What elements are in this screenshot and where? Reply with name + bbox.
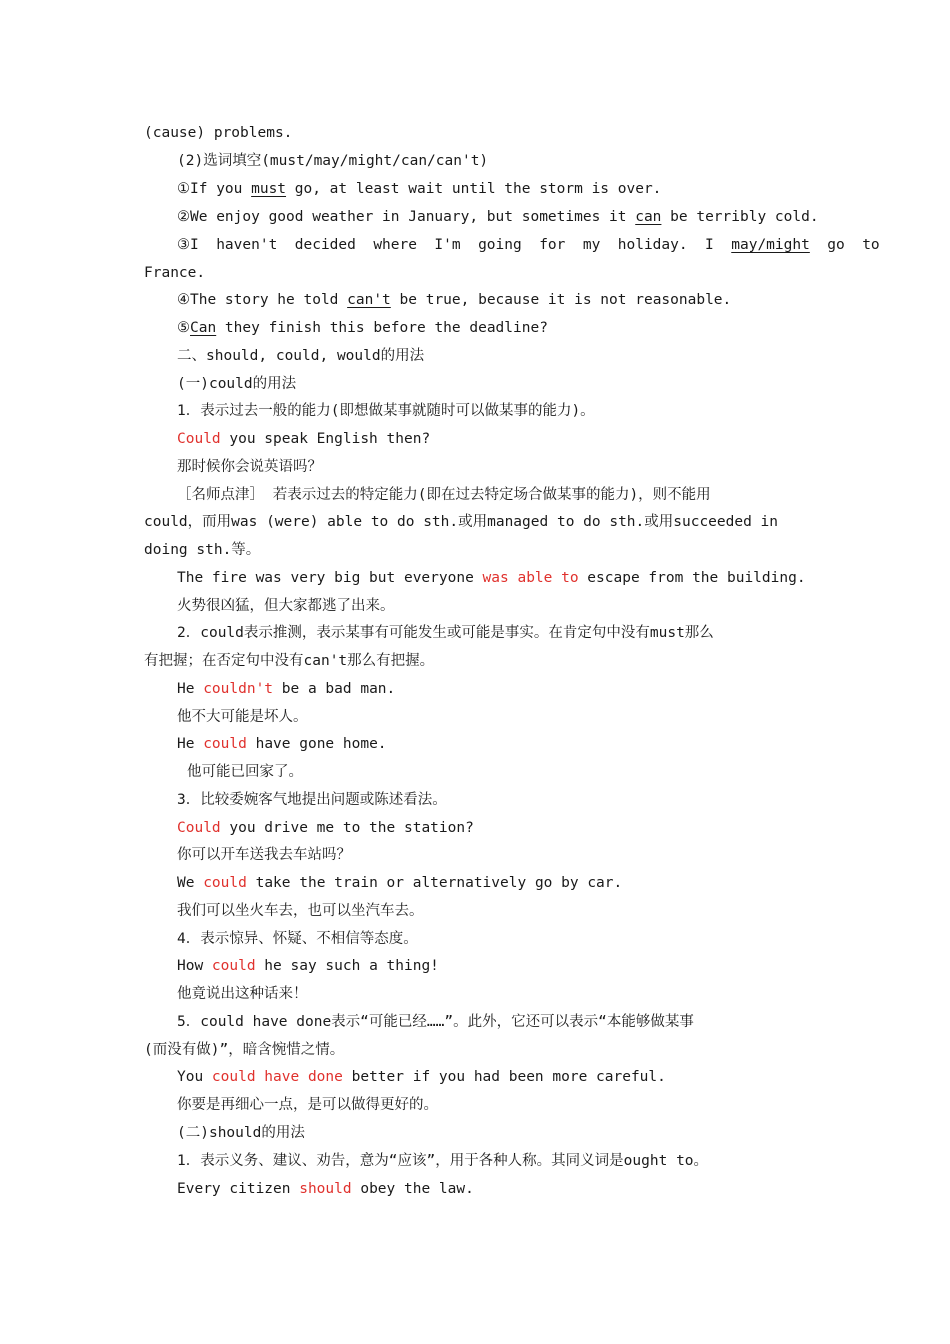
highlighted-word: Could <box>177 431 221 447</box>
example-sentence: Could you speak English then? <box>177 431 431 447</box>
rule-text: 5．could have done表示“可能已经……”。此外，它还可以表示“本能够做某事 <box>177 1014 694 1030</box>
translation: 那时候你会说英语吗？ <box>177 459 322 475</box>
example-sentence: The fire was very big but everyone was able to escape from the building. <box>177 570 806 586</box>
exercise-item: ②We enjoy good weather in January, but sometimes it can be terribly cold. <box>177 209 819 225</box>
rule-text: 1．表示义务、建议、劝告，意为“应该”，用于各种人称。其同义词是ought to。 <box>177 1153 709 1169</box>
example-sentence: Every citizen should obey the law. <box>177 1181 474 1197</box>
example-sentence: Could you drive me to the station? <box>177 820 474 836</box>
translation: 你要是再细心一点，是可以做得更好的。 <box>177 1097 438 1113</box>
example-sentence: You could have done better if you had been more careful. <box>177 1069 666 1085</box>
translation: 他不大可能是坏人。 <box>177 709 308 725</box>
highlighted-word: could <box>211 958 256 974</box>
translation: 他竟说出这种话来！ <box>177 986 308 1002</box>
answer-blank: can <box>635 209 662 225</box>
text-line: (cause) problems. <box>144 125 293 141</box>
exercise-heading: (2)选词填空(must/may/might/can/can't) <box>177 153 489 169</box>
translation: 你可以开车送我去车站吗？ <box>177 847 351 863</box>
rule-text: 3．比较委婉客气地提出问题或陈述看法。 <box>177 792 447 808</box>
highlighted-word: could have done <box>211 1069 343 1085</box>
exercise-item: ④The story he told can't be true, because it is not reasonable. <box>177 292 732 308</box>
highlighted-word: couldn't <box>203 681 274 697</box>
highlighted-word: Could <box>177 820 221 836</box>
text-line: France. <box>144 265 206 281</box>
highlighted-word: was able to <box>482 570 579 586</box>
answer-blank: must <box>251 181 287 197</box>
exercise-item: ⑤Can they finish this before the deadline? <box>177 320 548 336</box>
teacher-note: could，而用was (were) able to do sth.或用managed to do sth.或用succeeded in <box>144 514 779 530</box>
exercise-item: ③I haven't decided where I'm going for my holiday. I may/might go to <box>177 237 880 253</box>
highlighted-word: should <box>299 1181 352 1197</box>
section-heading: 二、should, could, would的用法 <box>177 348 425 364</box>
answer-blank: may/might <box>731 237 810 253</box>
translation: 他可能已回家了。 <box>187 764 303 780</box>
example-sentence: He could have gone home. <box>177 736 387 752</box>
exercise-item: ①If you must go, at least wait until the storm is over. <box>177 181 662 197</box>
translation: 我们可以坐火车去，也可以坐汽车去。 <box>177 903 424 919</box>
rule-text: 有把握；在否定句中没有can't那么有把握。 <box>144 653 435 669</box>
highlighted-word: could <box>203 736 247 752</box>
example-sentence: He couldn't be a bad man. <box>177 681 396 697</box>
rule-text: (而没有做)”，暗含惋惜之情。 <box>144 1042 345 1058</box>
answer-blank: can't <box>347 292 391 308</box>
example-sentence: How could he say such a thing! <box>177 958 439 974</box>
example-sentence: We could take the train or alternatively go by car. <box>177 875 623 891</box>
rule-text: 4．表示惊异、怀疑、不相信等态度。 <box>177 931 418 947</box>
answer-blank: Can <box>190 320 217 336</box>
translation: 火势很凶猛，但大家都逃了出来。 <box>177 598 395 614</box>
highlighted-word: could <box>203 875 247 891</box>
teacher-note: ［名师点津］ 若表示过去的特定能力(即在过去特定场合做某事的能力)，则不能用 <box>177 487 711 503</box>
rule-text: 2．could表示推测，表示某事有可能发生或可能是事实。在肯定句中没有must那么 <box>177 625 714 641</box>
subsection-heading: (一)could的用法 <box>177 376 297 392</box>
subsection-heading: (二)should的用法 <box>177 1125 305 1141</box>
rule-text: 1．表示过去一般的能力(即想做某事就随时可以做某事的能力)。 <box>177 403 595 419</box>
teacher-note: doing sth.等。 <box>144 542 261 558</box>
